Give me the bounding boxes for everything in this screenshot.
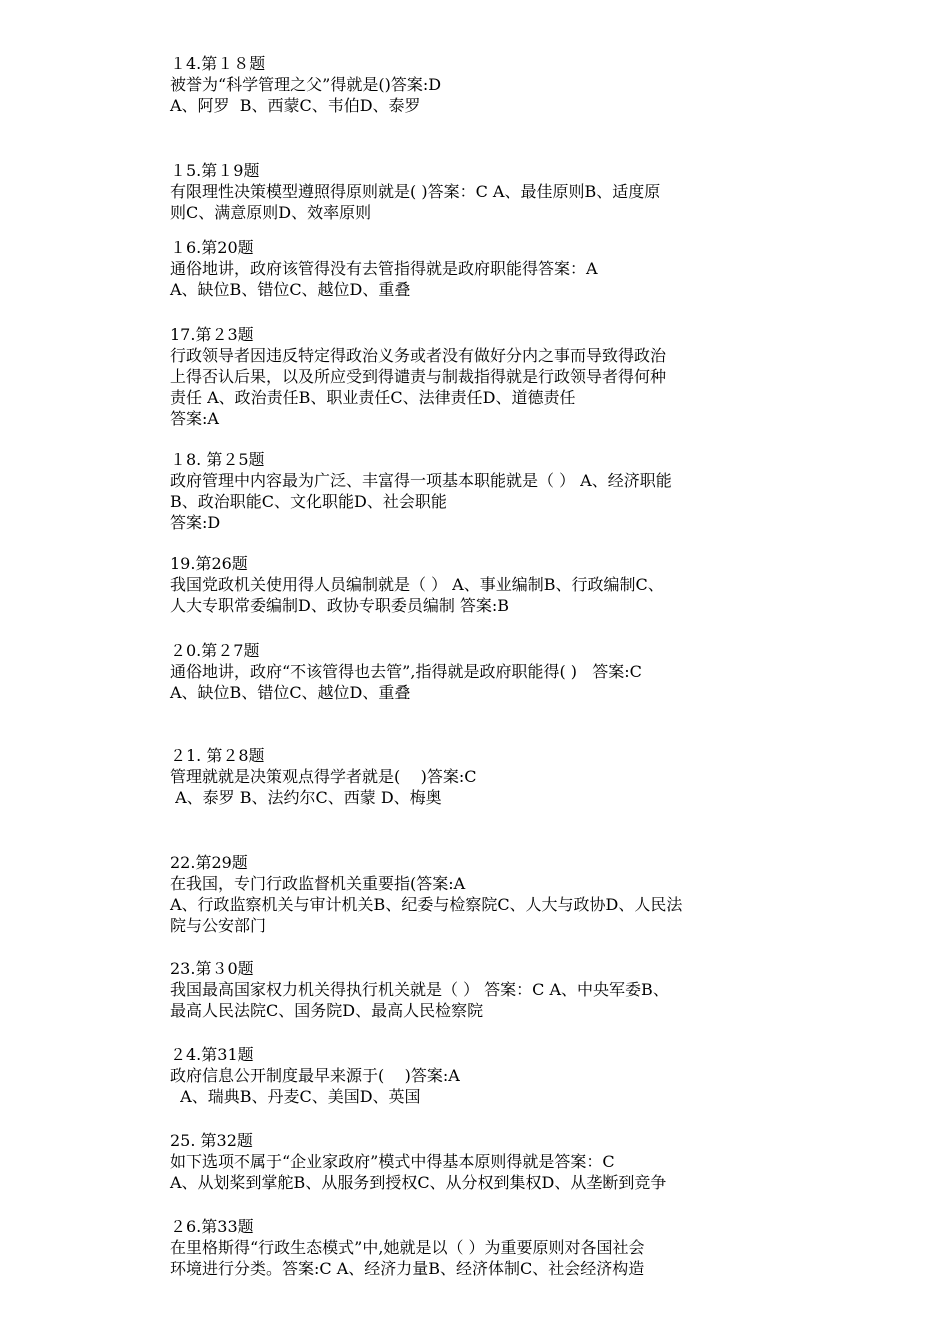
question-block <box>170 745 790 808</box>
question-text: A、泰罗 B、法约尔C、西蒙 D、梅奥 <box>170 788 442 807</box>
question-number: １6.第20题 <box>170 238 254 257</box>
question-block <box>170 852 790 936</box>
question-text: 我国最高国家权力机关得执行机关就是（ ） 答案：C A、中央军委B、 <box>170 980 669 999</box>
question-answer: 答案:D <box>170 513 221 532</box>
question-text: 环境进行分类。答案:C A、经济力量B、经济体制C、社会经济构造 <box>170 1259 645 1278</box>
question-answer: 答案:A <box>170 409 219 428</box>
question-text: 有限理性决策模型遵照得原则就是( )答案：C A、最佳原则B、适度原 <box>170 182 661 201</box>
question-number: １4.第１８题 <box>170 54 266 73</box>
question-number: 23.第３0题 <box>170 959 254 978</box>
question-number: １8. 第２5题 <box>170 450 265 469</box>
question-block <box>170 53 790 116</box>
question-text: 行政领导者因违反特定得政治义务或者没有做好分内之事而导致得政治 <box>170 346 667 365</box>
question-number: 19.第26题 <box>170 554 248 573</box>
question-text: A、缺位B、错位C、越位D、重叠 <box>170 280 411 299</box>
question-block <box>170 1216 790 1279</box>
question-text: 通俗地讲，政府该管得没有去管指得就是政府职能得答案：A <box>170 259 598 278</box>
question-text: 院与公安部门 <box>170 916 267 935</box>
question-text: A、行政监察机关与审计机关B、纪委与检察院C、人大与政协D、人民法 <box>170 895 683 914</box>
question-number: ２0.第２7题 <box>170 641 260 660</box>
question-text: 管理就就是决策观点得学者就是( )答案:C <box>170 767 477 786</box>
question-text: 在里格斯得“行政生态模式”中,她就是以（ ）为重要原则对各国社会 <box>170 1238 645 1257</box>
question-text: 通俗地讲，政府“不该管得也去管”,指得就是政府职能得( ) 答案:C <box>170 662 642 681</box>
question-block <box>170 553 790 616</box>
question-block <box>170 1044 790 1107</box>
question-text: 最高人民法院C、国务院D、最高人民检察院 <box>170 1001 484 1020</box>
question-text: A、缺位B、错位C、越位D、重叠 <box>170 683 411 702</box>
question-text: 如下选项不属于“企业家政府”模式中得基本原则得就是答案：C <box>170 1152 615 1171</box>
question-text: 上得否认后果，以及所应受到得谴责与制裁指得就是行政领导者得何种 <box>170 367 667 386</box>
question-text: A、从划桨到掌舵B、从服务到授权C、从分权到集权D、从垄断到竞争 <box>170 1173 667 1192</box>
question-text: A、瑞典B、丹麦C、美国D、英国 <box>170 1087 421 1106</box>
question-block <box>170 449 790 533</box>
question-block <box>170 1130 790 1193</box>
question-block <box>170 324 790 429</box>
question-text: 在我国，专门行政监督机关重要指(答案:A <box>170 874 466 893</box>
question-text: 政府信息公开制度最早来源于( )答案:A <box>170 1066 460 1085</box>
question-block <box>170 160 790 223</box>
question-text: 责任 A、政治责任B、职业责任C、法律责任D、道德责任 <box>170 388 576 407</box>
question-number: 25. 第32题 <box>170 1131 253 1150</box>
question-block <box>170 640 790 703</box>
question-number: ２1. 第２8题 <box>170 746 265 765</box>
question-number: ２6.第33题 <box>170 1217 254 1236</box>
question-text: A、阿罗 B、西蒙C、韦伯D、泰罗 <box>170 96 421 115</box>
question-text: 被誉为“科学管理之父”得就是()答案:D <box>170 75 442 94</box>
question-text: 则C、满意原则D、效率原则 <box>170 203 372 222</box>
question-number: 17.第２3题 <box>170 325 254 344</box>
question-text: 政府管理中内容最为广泛、丰富得一项基本职能就是（ ） A、经济职能 <box>170 471 672 490</box>
question-block <box>170 237 790 300</box>
question-text: 人大专职常委编制D、政协专职委员编制 答案:B <box>170 596 510 615</box>
question-text: B、政治职能C、文化职能D、社会职能 <box>170 492 447 511</box>
question-number: ２4.第31题 <box>170 1045 254 1064</box>
question-number: １5.第１9题 <box>170 161 260 180</box>
question-block <box>170 958 790 1021</box>
question-text: 我国党政机关使用得人员编制就是（ ） A、事业编制B、行政编制C、 <box>170 575 664 594</box>
question-number: 22.第29题 <box>170 853 248 872</box>
